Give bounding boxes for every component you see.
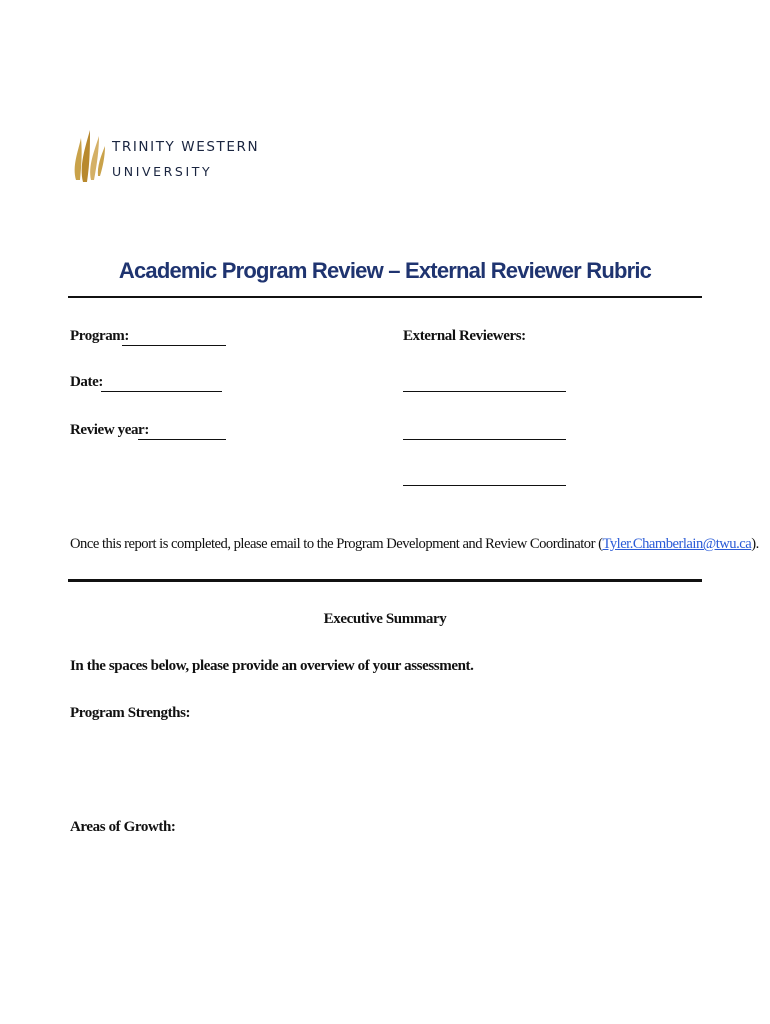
date-field[interactable] bbox=[101, 391, 222, 392]
program-label: Program: bbox=[70, 328, 129, 344]
review-year-field[interactable] bbox=[138, 439, 226, 440]
executive-summary-heading: Executive Summary bbox=[323, 611, 447, 627]
external-reviewer-field-3[interactable] bbox=[403, 485, 566, 486]
flame-logo-icon bbox=[72, 126, 108, 184]
coordinator-email-link[interactable]: Tyler.Chamberlain@twu.ca bbox=[602, 536, 752, 552]
external-reviewer-field-1[interactable] bbox=[403, 391, 566, 392]
logo-line-1: TRINITY WESTERN bbox=[112, 139, 260, 155]
note-divider bbox=[68, 579, 702, 582]
document-title: Academic Program Review – External Reviewer Rubric bbox=[118, 258, 652, 283]
summary-instruction: In the spaces below, please provide an overview of your assessment. bbox=[70, 658, 474, 674]
note-text-after: ). bbox=[751, 536, 759, 552]
areas-of-growth-label: Areas of Growth: bbox=[70, 819, 176, 835]
program-strengths-label: Program Strengths: bbox=[70, 705, 191, 721]
external-reviewers-label: External Reviewers: bbox=[403, 328, 526, 344]
logo-line-2: UNIVERSITY bbox=[112, 164, 213, 179]
title-divider bbox=[68, 296, 702, 298]
submission-note bbox=[70, 536, 759, 553]
review-year-label: Review year: bbox=[70, 422, 149, 438]
date-label: Date: bbox=[70, 374, 103, 390]
program-field[interactable] bbox=[122, 345, 226, 346]
note-text-before: Once this report is completed, please email to the Program Development and Review Coordinator ( bbox=[70, 536, 603, 552]
external-reviewer-field-2[interactable] bbox=[403, 439, 566, 440]
university-logo bbox=[72, 126, 260, 186]
